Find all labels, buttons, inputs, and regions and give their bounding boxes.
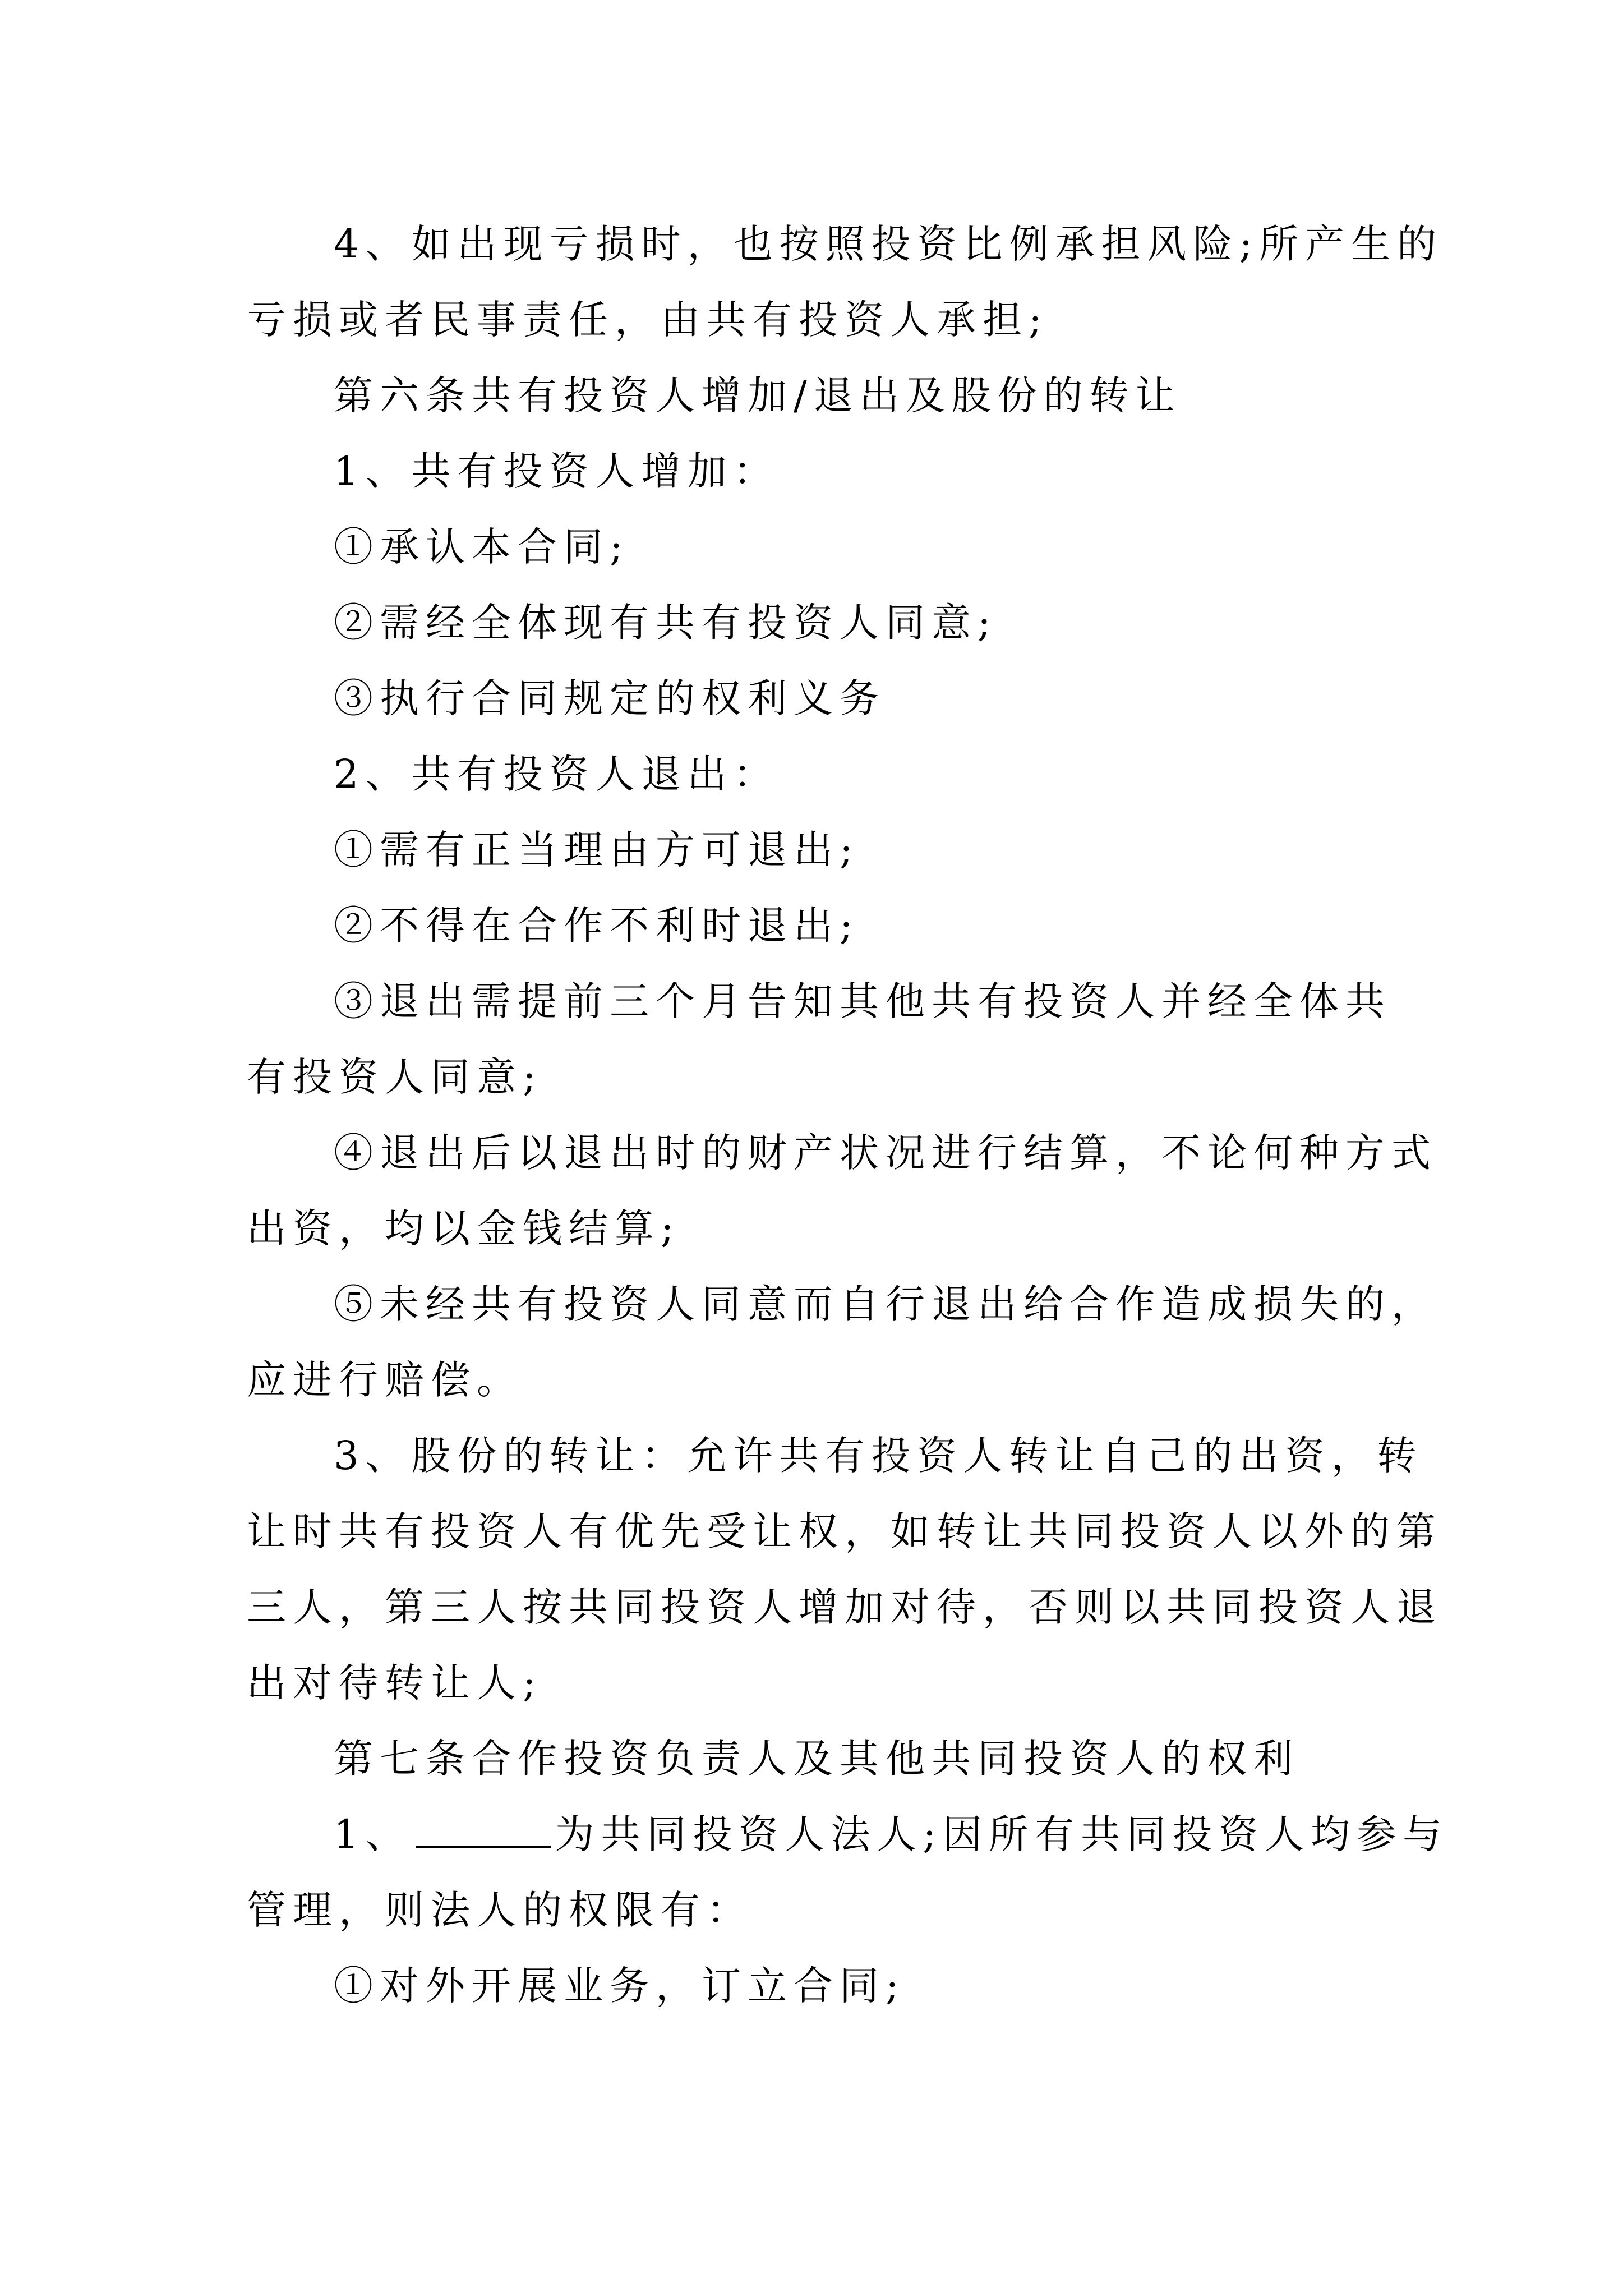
list-item: ④退出后以退出时的财产状况进行结算，不论何种方式: [334, 1130, 1437, 1176]
paragraph-line: 让时共有投资人有优先受让权，如转让共同投资人以外的第: [247, 1508, 1442, 1554]
list-item: ③执行合同规定的权利义务: [334, 675, 886, 721]
list-item: ⑤未经共有投资人同意而自行退出给合作造成损失的，: [334, 1281, 1437, 1327]
paragraph-line: 出对待转让人;: [247, 1660, 543, 1706]
paragraph-line-with-blank: [334, 1795, 1449, 1874]
list-item: ②不得在合作不利时退出;: [334, 903, 860, 949]
list-item: ③退出需提前三个月告知其他共有投资人并经全体共: [334, 978, 1391, 1024]
paragraph-line: 3、股份的转让：允许共有投资人转让自己的出资，转: [334, 1433, 1423, 1479]
paragraph-line: 亏损或者民事责任，由共有投资人承担;: [247, 297, 1049, 343]
section-heading: 第七条合作投资负责人及其他共同投资人的权利: [334, 1736, 1299, 1782]
list-item-continuation: 应进行赔偿。: [247, 1357, 523, 1403]
section-heading: 第六条共有投资人增加/退出及股份的转让: [334, 372, 1182, 418]
list-item: ①需有正当理由方可退出;: [334, 827, 860, 873]
paragraph-line: 三人，第三人按共同投资人增加对待，否则以共同投资人退: [247, 1584, 1442, 1630]
item-text: 为共同投资人法人;因所有共同投资人均参与: [555, 1811, 1449, 1857]
paragraph-line: 1、共有投资人增加：: [334, 448, 780, 494]
list-item-continuation: 出资，均以金钱结算;: [247, 1205, 681, 1251]
paragraph-line: 管理，则法人的权限有：: [247, 1887, 753, 1933]
list-item: ①对外开展业务，订立合同;: [334, 1963, 906, 2009]
paragraph-line: 2、共有投资人退出：: [334, 751, 780, 797]
list-item: ①承认本合同;: [334, 524, 630, 570]
list-item-continuation: 有投资人同意;: [247, 1054, 543, 1100]
item-number: 1、: [334, 1811, 412, 1857]
fill-in-blank: [416, 1816, 551, 1848]
list-item: ②需经全体现有共有投资人同意;: [334, 600, 998, 646]
paragraph-line: 4、如出现亏损时，也按照投资比例承担风险;所产生的: [334, 221, 1444, 267]
